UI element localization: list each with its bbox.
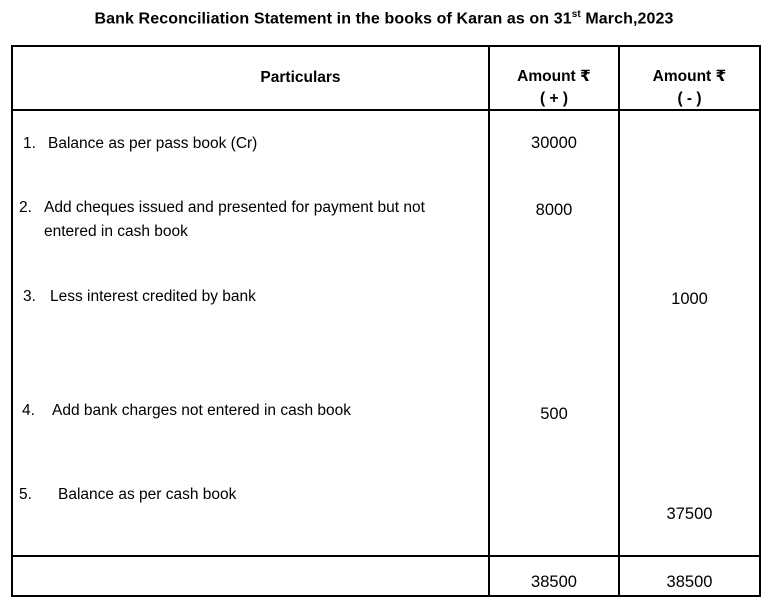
bank-reconciliation-table <box>11 45 761 597</box>
row-text: Add bank charges not entered in cash book <box>52 402 352 419</box>
table-row <box>23 287 256 307</box>
amount-minus-row-3: 1000 <box>671 290 708 308</box>
header-cell-amount-minus <box>620 47 759 111</box>
body-cell-amount-minus <box>620 111 759 555</box>
total-cell-particulars <box>13 555 490 595</box>
table-row <box>22 401 351 421</box>
header-cell-amount-plus <box>490 47 620 111</box>
header-amount-plus-line2: ( + ) <box>540 90 568 107</box>
total-cell-amount-plus: 38500 <box>490 555 620 595</box>
body-cell-particulars <box>13 111 490 555</box>
row-number: 1. <box>23 135 36 152</box>
table-row <box>19 485 236 505</box>
row-text: Less interest credited by bank <box>50 288 256 305</box>
table-row <box>23 134 257 154</box>
total-cell-amount-minus: 38500 <box>620 555 759 595</box>
amount-plus-row-4: 500 <box>540 405 568 423</box>
amount-minus-row-5: 37500 <box>666 505 713 523</box>
header-amount-minus-line1: Amount ₹ <box>652 68 727 85</box>
row-text: Balance as per pass book (Cr) <box>48 135 258 152</box>
header-amount-plus-line1: Amount ₹ <box>517 68 591 85</box>
row-text: Add cheques issued and presented for payment but not entered in cash book <box>44 199 425 240</box>
body-cell-amount-plus <box>490 111 620 555</box>
document-title <box>0 9 768 28</box>
header-amount-minus-line2: ( - ) <box>677 90 702 107</box>
row-number: 2. <box>19 199 32 216</box>
amount-plus-row-1: 30000 <box>531 134 577 152</box>
header-particulars-label: Particulars <box>260 69 341 86</box>
row-number: 4. <box>22 402 35 419</box>
row-number: 5. <box>19 486 32 503</box>
title-superscript: st <box>571 9 581 20</box>
row-number: 3. <box>23 288 36 305</box>
title-text-before: Bank Reconciliation Statement in the books of Karan as on 31 <box>94 10 572 28</box>
row-text: Balance as per cash book <box>58 486 237 503</box>
header-cell-particulars <box>13 47 490 111</box>
amount-plus-row-2: 8000 <box>535 201 573 219</box>
title-text-after: March,2023 <box>580 10 674 28</box>
table-row <box>19 196 469 244</box>
